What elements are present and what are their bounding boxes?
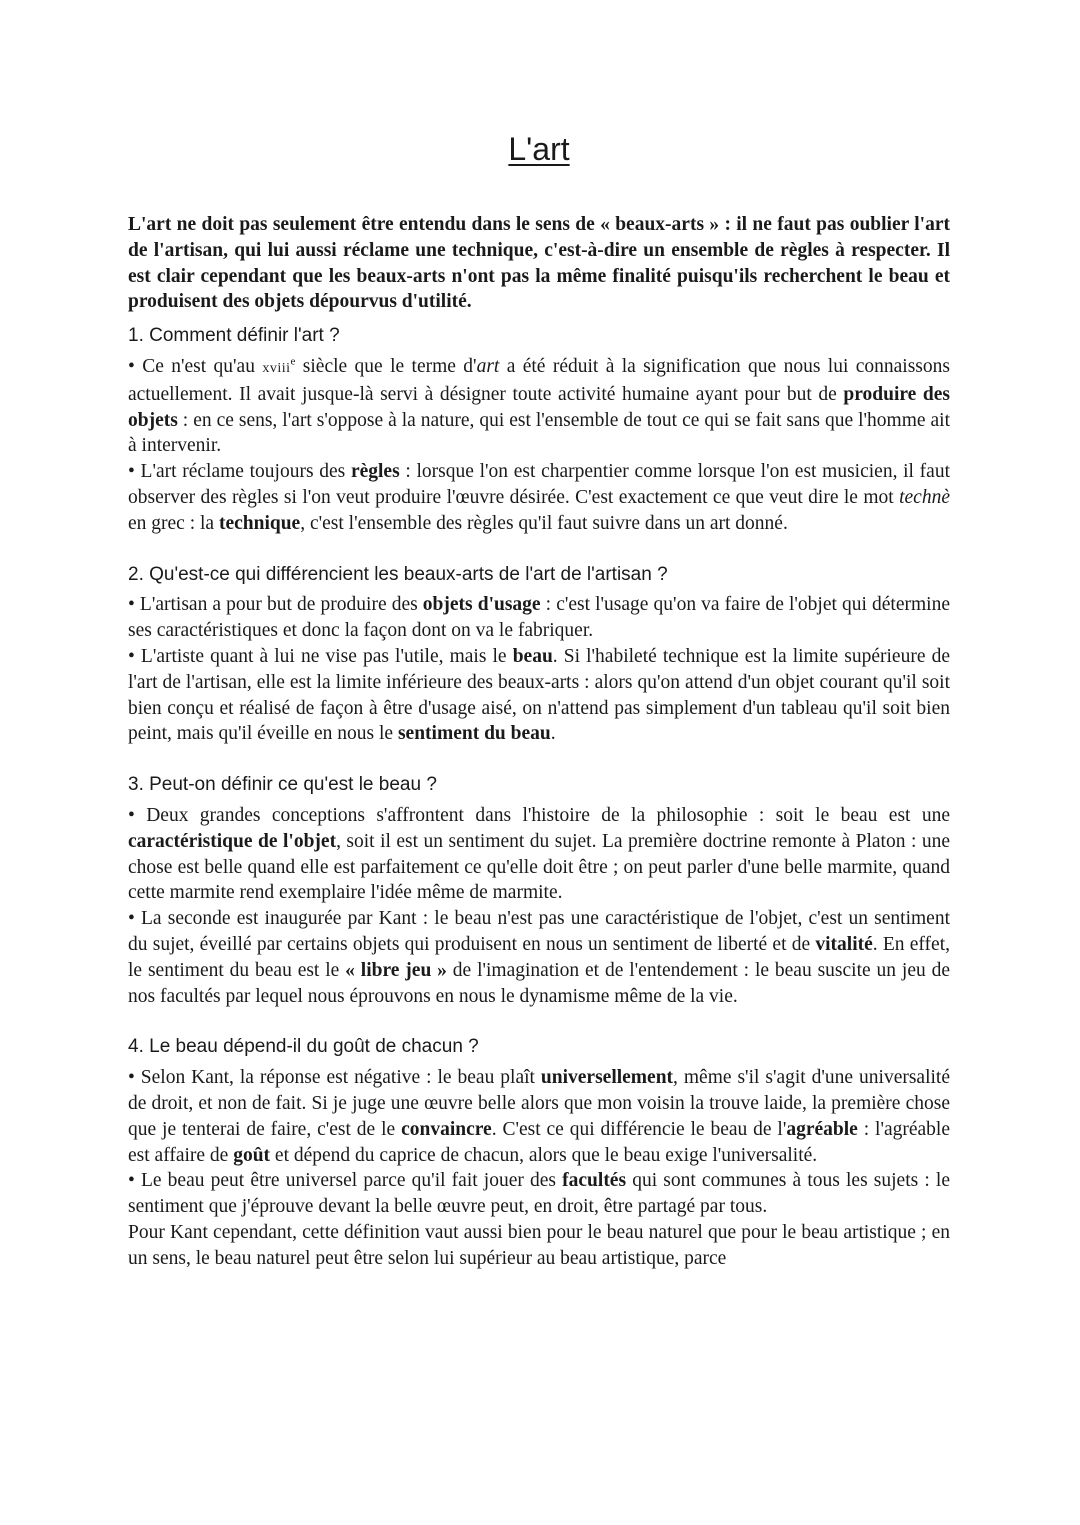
text-run: : c'est l'usage qu'on va faire de l'objet qui détermine ses caractéristiques et donc la façon dont on va le fabriquer. (128, 594, 950, 642)
bold-term: produire des objets (128, 383, 950, 431)
bullet: • (128, 645, 135, 667)
bullet: • (128, 804, 135, 826)
bold-term: goût (233, 1144, 271, 1166)
bullet-paragraph (128, 1168, 950, 1220)
text-run: : lorsque l'on est charpentier comme lorsque l'on est musicien, il faut observer des règles si l'on veut produire l'œuvre désirée. C'est exactement ce que veut dire le mot (128, 461, 950, 508)
bold-term: objets d'usage (422, 594, 541, 616)
bold-term: sentiment du beau (397, 723, 551, 745)
bold-term: beau (512, 645, 553, 667)
bullet: • (128, 594, 135, 616)
bold-term: technique (218, 512, 301, 534)
bullet: • (128, 1067, 135, 1089)
text-run: L'artiste quant à lui ne vise pas l'utile, mais le (134, 645, 513, 667)
text-run: . En effet, le sentiment du beau est le (128, 933, 951, 981)
text-run: La seconde est inaugurée par Kant : le beau n'est pas une caractéristique de l'objet, c'est un sentiment du sujet, éveillé par certains objets qui produisent en nous un sentiment de liberté et de (128, 908, 950, 955)
bold-term: règles (350, 461, 400, 483)
italic-term: art (476, 355, 500, 377)
text-run: qui sont communes à tous les sujets : le sentiment que j'éprouve devant la belle œuvre peut, en droit, être partagé par tous. (128, 1170, 950, 1218)
bullet: • (128, 1170, 135, 1192)
section-heading: 3. Peut-on définir ce qu'est le beau ? (128, 774, 437, 796)
bullet-paragraph (128, 1065, 950, 1168)
section-heading: 1. Comment définir l'art ? (128, 325, 340, 347)
bold-term: « libre jeu » (345, 959, 447, 981)
text-run: L'art réclame toujours des (134, 461, 351, 483)
text-run: a été réduit à la signification que nous lui connaissons actuellement. Il avait jusque-là servi à désigner toute activité humaine ayant pour but de (128, 355, 950, 405)
text-run: . C'est ce qui différencie le beau de l' (491, 1118, 787, 1140)
text-run: siècle que le terme d' (295, 355, 477, 377)
text-run: et dépend du caprice de chacun, alors que le beau exige l'universalité. (270, 1144, 818, 1166)
section-3 (128, 772, 950, 1009)
bullet-paragraph (128, 644, 950, 747)
text-run: L'artisan a pour but de produire des (134, 594, 423, 616)
text-run: : l'agréable est affaire de (128, 1118, 950, 1166)
bullet: • (128, 908, 135, 930)
section-1 (128, 323, 950, 536)
bold-term: caractéristique de l'objet (128, 830, 337, 852)
section-2 (128, 562, 950, 748)
text-run: , soit il est un sentiment du sujet. La première doctrine remonte à Platon : une chose est belle quand elle est parfaitement ce qu'elle doit être ; on peut parler d'une belle marmite, quand cette marmite rend exemplaire l'idée même de marmite. (128, 830, 950, 904)
text-run: de l'imagination et de l'entendement : le beau suscite un jeu de nos facultés par lequel nous éprouvons en nous le dynamisme même de la vie. (128, 959, 950, 1007)
section-4 (128, 1034, 950, 1271)
page-title: L'art (508, 131, 570, 167)
text-run: , c'est l'ensemble des règles qu'il faut suivre dans un art donné. (300, 512, 788, 534)
bold-term: universellement (540, 1067, 674, 1089)
paragraph: Pour Kant cependant, cette définition vaut aussi bien pour le beau naturel que pour le beau artistique ; en un sens, le beau naturel peut être selon lui supérieur au beau artistique, parce (128, 1221, 950, 1269)
text-run: : en ce sens, l'art s'oppose à la nature, qui est l'ensemble de tout ce qui se fait sans que l'homme ait à intervenir. (128, 409, 950, 457)
century-suffix: e (290, 355, 296, 368)
text-run: . (550, 723, 556, 745)
bullet: • (128, 355, 135, 377)
section-heading: 4. Le beau dépend-il du goût de chacun ? (128, 1036, 479, 1058)
bullet-paragraph (128, 906, 950, 1009)
italic-term: technè (899, 486, 950, 508)
section-heading: 2. Qu'est-ce qui différencient les beaux-arts de l'art de l'artisan ? (128, 563, 668, 585)
bold-term: agréable (786, 1118, 858, 1140)
bold-term: facultés (562, 1170, 627, 1192)
bold-term: vitalité (815, 933, 873, 955)
century-numeral: xviii (262, 360, 291, 376)
text-run: Deux grandes conceptions s'affrontent dans l'histoire de la philosophie : soit le beau est une (134, 804, 950, 826)
text-run: Selon Kant, la réponse est négative : le beau plaît (134, 1067, 541, 1089)
bullet-paragraph (128, 459, 950, 536)
text-run: en grec : la (128, 512, 219, 534)
text-run: . Si l'habileté technique est la limite supérieure de l'art de l'artisan, elle est la limite inférieure des beaux-arts : alors qu'on attend d'un objet courant qu'il soit bien conçu et réalisé de façon à être d'usage aisé, on n'attend pas simplement d'un tableau qu'il soit bien peint, mais qu'il éveille en nous le (128, 645, 950, 745)
bold-term: convaincre (401, 1118, 492, 1140)
text-run: Ce n'est qu'au (134, 355, 263, 377)
text-run: Le beau peut être universel parce qu'il fait jouer des (134, 1170, 563, 1192)
bullet: • (128, 461, 135, 483)
intro-paragraph: L'art ne doit pas seulement être entendu dans le sens de « beaux-arts » : il ne faut pas oublier l'art de l'artisan, qui lui aussi réclame une technique, c'est-à-dire un ensemble de règles à respecter. Il est clair cependant que les beaux-arts n'ont pas la même finalité puisqu'ils recherchent le beau et produisent des objets dépourvus d'utilité. (128, 214, 950, 313)
bullet-paragraph (128, 592, 950, 644)
bullet-paragraph (128, 354, 950, 459)
bullet-paragraph (128, 803, 950, 906)
text-run: , même s'il s'agit d'une universalité de droit, et non de fait. Si je juge une œuvre belle alors que mon voisin la trouve laide, la première chose que je tenterai de faire, c'est de le (128, 1067, 950, 1140)
